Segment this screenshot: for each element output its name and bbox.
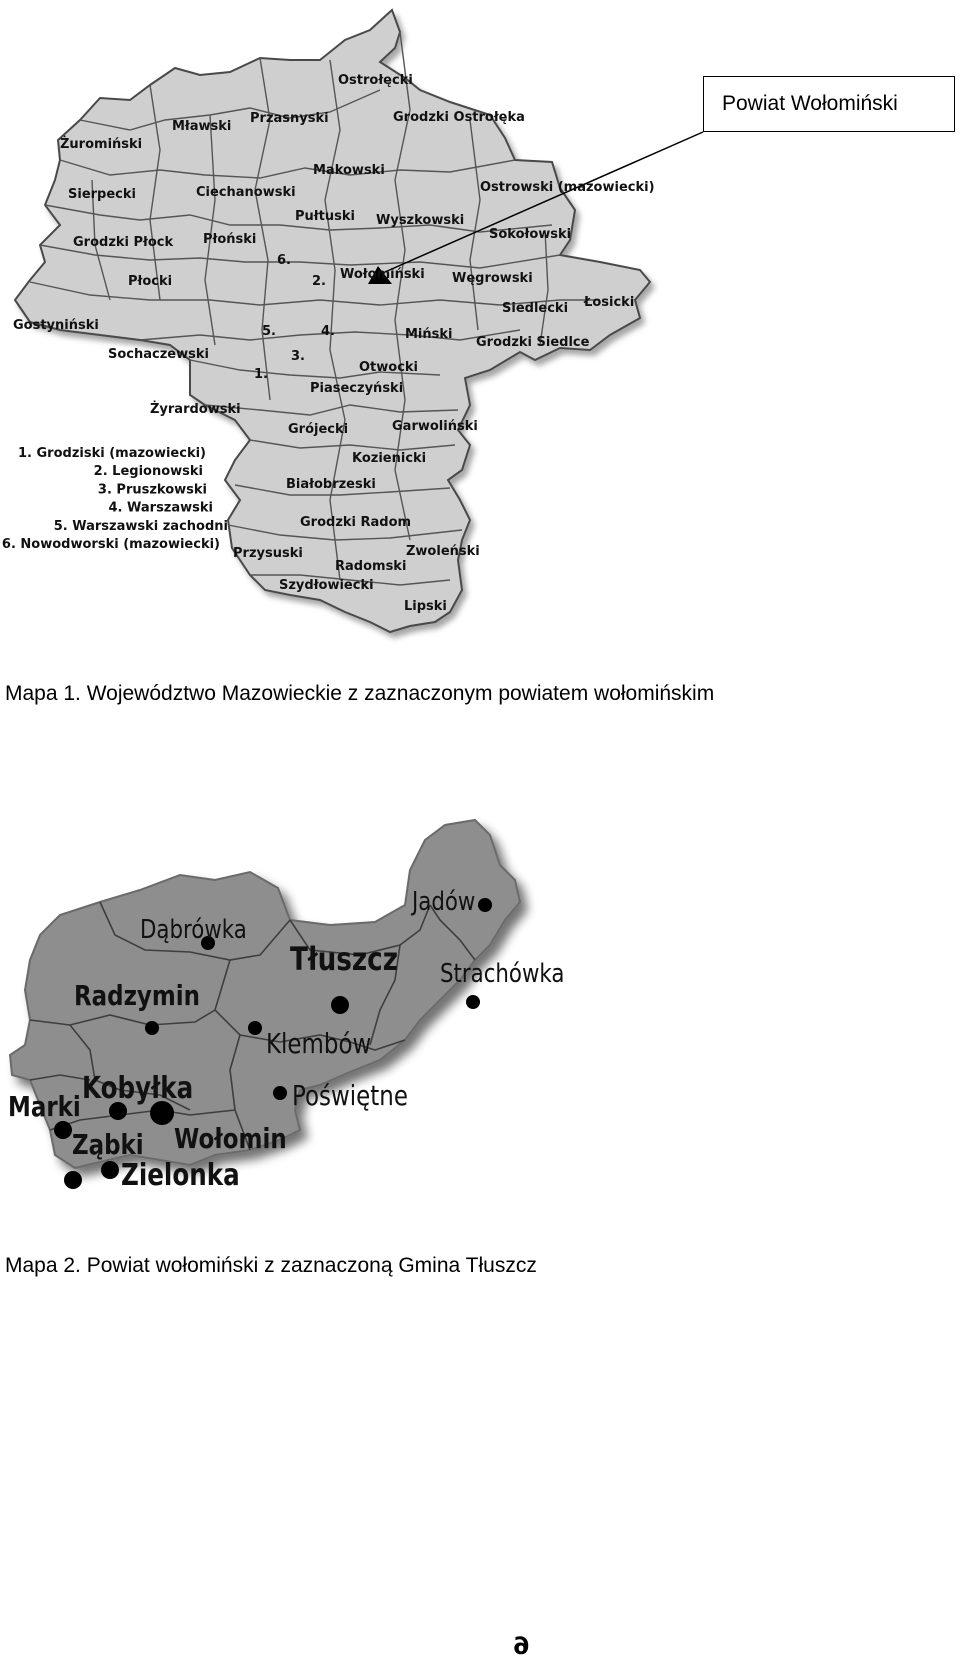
town-dot xyxy=(54,1121,72,1139)
page-number: 6 xyxy=(513,1632,530,1660)
district-label: Kozienicki xyxy=(352,451,427,466)
map2-caption: Mapa 2. Powiat wołomiński z zaznaczoną Gmina Tłuszcz xyxy=(5,1254,537,1277)
district-label: Ciechanowski xyxy=(196,185,296,200)
district-label: Pułtuski xyxy=(295,209,355,224)
town-label: Radzymin xyxy=(74,979,201,1013)
town-label: Klembów xyxy=(266,1027,372,1061)
town-dot xyxy=(478,898,492,912)
legend-item: 4. Warszawski xyxy=(108,500,213,516)
district-label: Sochaczewski xyxy=(108,347,209,362)
district-label: Grodzki Siedlce xyxy=(476,335,590,350)
district-label: Mławski xyxy=(172,119,232,134)
district-label: Lipski xyxy=(404,599,447,614)
district-label: Grodzki Radom xyxy=(300,515,412,530)
district-label: Płoński xyxy=(203,232,257,247)
district-label: 2. xyxy=(312,274,326,289)
district-label: Wyszkowski xyxy=(376,213,465,228)
district-label: Makowski xyxy=(313,163,385,178)
town-dot xyxy=(466,995,480,1009)
town-label: Poświętne xyxy=(292,1079,408,1113)
town-label: Jadów xyxy=(412,885,476,917)
legend-item: 3. Pruszkowski xyxy=(97,482,207,498)
district-label: Przasnyski xyxy=(250,111,329,126)
legend-item: 5. Warszawski zachodni xyxy=(53,518,228,534)
wolomin-county-map xyxy=(0,810,600,1230)
district-label: Radomski xyxy=(335,559,407,574)
district-label: Grodzki Ostrołęka xyxy=(393,110,525,125)
district-label: Grodzki Płock xyxy=(73,235,174,250)
town-label: Strachówka xyxy=(440,957,565,989)
district-label: Ostrołęcki xyxy=(338,73,413,88)
district-label: Żyrardowski xyxy=(150,402,241,417)
district-label: Przysuski xyxy=(233,546,303,561)
district-label: Sokołowski xyxy=(489,227,572,242)
map1-legend xyxy=(2,446,228,552)
town-label: Marki xyxy=(8,1090,81,1124)
district-label: Węgrowski xyxy=(452,271,533,286)
town-label: Zielonka xyxy=(121,1158,240,1193)
district-label: 3. xyxy=(291,349,305,364)
town-label: Tłuszcz xyxy=(290,940,398,978)
town-dot xyxy=(64,1171,82,1189)
district-label: Siedlecki xyxy=(502,301,569,316)
district-label: Żuromiński xyxy=(60,137,143,152)
town-dot xyxy=(331,996,349,1014)
town-dot xyxy=(273,1086,287,1100)
town-label: Ząbki xyxy=(72,1128,144,1162)
district-label: Sierpecki xyxy=(68,187,136,202)
district-label: Piaseczyński xyxy=(310,381,404,396)
map1-caption: Mapa 1. Województwo Mazowieckie z zaznaczonym powiatem wołomińskim xyxy=(5,682,715,705)
legend-item: 6. Nowodworski (mazowiecki) xyxy=(1,537,220,552)
district-label: Ostrowski (mazowiecki) xyxy=(480,180,655,195)
district-label: 6. xyxy=(277,253,291,268)
district-label: Miński xyxy=(405,327,453,342)
district-label: Gostyniński xyxy=(13,318,99,333)
district-label: 5. xyxy=(262,324,276,339)
district-label: Płocki xyxy=(128,274,173,289)
district-label: 4. xyxy=(321,324,335,339)
district-label: Garwoliński xyxy=(392,419,478,434)
district-label: Łosicki xyxy=(584,295,635,310)
town-dot xyxy=(101,1161,119,1179)
district-label: Grójecki xyxy=(288,422,349,437)
district-label: Szydłowiecki xyxy=(279,578,374,593)
callout-label: Powiat Wołomiński xyxy=(722,92,898,115)
callout-box xyxy=(703,76,955,132)
district-label: 1. xyxy=(254,367,268,382)
town-label: Wołomin xyxy=(174,1122,287,1156)
town-dot xyxy=(145,1021,159,1035)
legend-item: 2. Legionowski xyxy=(93,464,203,480)
district-label: Otwocki xyxy=(359,360,419,375)
district-label: Zwoleński xyxy=(406,544,480,559)
town-dot xyxy=(248,1021,262,1035)
district-label: Wołomiński xyxy=(340,267,425,282)
district-label: Białobrzeski xyxy=(286,477,376,492)
town-label: Dąbrówka xyxy=(140,913,247,945)
town-label: Kobyłka xyxy=(82,1071,194,1106)
legend-item: 1. Grodziski (mazowiecki) xyxy=(17,446,206,461)
